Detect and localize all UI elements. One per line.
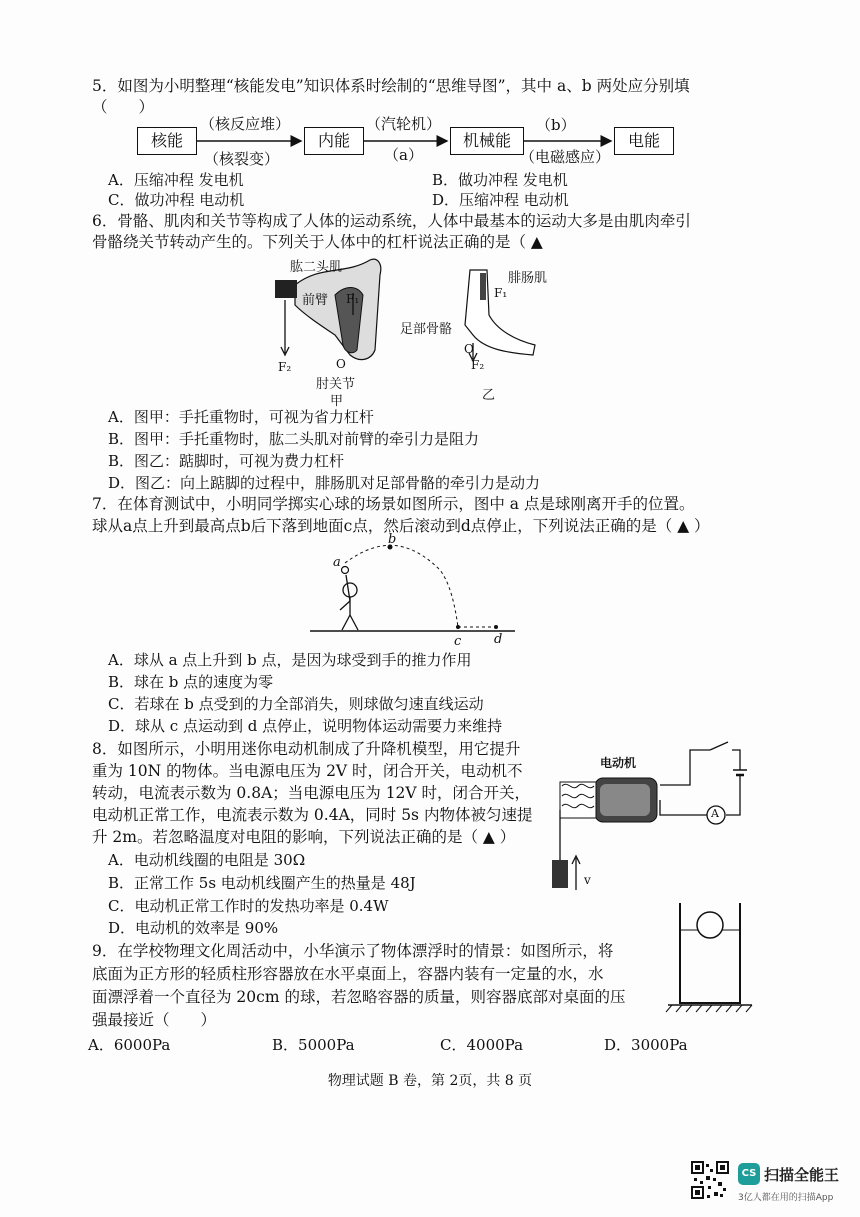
q5-box-electric: 电能 (614, 127, 674, 155)
q5-option-b: B．做功冲程 发电机 (432, 171, 568, 189)
q6-label-forearm: 前臂 (302, 293, 329, 308)
q8-line3: 转动，电流表示数为 0.8A；当电源电压为 12V 时，闭合开关， (92, 784, 531, 802)
q6-label-elbow: 肘关节 (316, 377, 356, 392)
q9-line3: 面漂浮着一个直径为 20cm 的球，若忽略容器的质量，则容器底部对桌面的压 (92, 988, 626, 1006)
q6-option-a: A．图甲：手托重物时，可视为省力杠杆 (108, 408, 374, 426)
q6-label-foot: 足部骨骼 (400, 322, 453, 337)
q8-line1: 8．如图所示，小明用迷你电动机制成了升降机模型，用它提升 (92, 740, 521, 758)
scanner-tagline: 3亿人都在用的扫描App (738, 1193, 834, 1203)
q5-label-induction: （电磁感应） (520, 148, 611, 166)
q7-throw-figure (300, 535, 530, 645)
q5-box-nuclear: 核能 (137, 127, 197, 155)
q5-option-c: C．做功冲程 电动机 (108, 191, 245, 209)
page-footer: 物理试题 B 卷，第 2页，共 8 页 (327, 1073, 533, 1089)
q9-option-c: C．4000Pa (440, 1036, 524, 1054)
q8-motor-figure (540, 740, 770, 900)
q8-line5: 升 2m。若忽略温度对电阻的影响，下列说法正确的是（ ▲ ） (92, 828, 516, 846)
q7-stem-line1: 7．在体育测试中，小明同学掷实心球的场景如图所示，图中 a 点是球刚离开手的位置。 (92, 495, 695, 513)
q8-line4: 电动机正常工作，电流表示数为 0.4A，同时 5s 内物体被匀速提 (92, 806, 533, 824)
q8-label-motor: 电动机 (600, 756, 637, 770)
q9-option-a: A．6000Pa (88, 1036, 171, 1054)
q6-label-calf: 腓肠肌 (508, 271, 548, 286)
q6-label-biceps: 肱二头肌 (290, 260, 343, 275)
q9-option-b: B．5000Pa (272, 1036, 355, 1054)
q8-option-a: A．电动机线圈的电阻是 30Ω (108, 851, 306, 869)
q5-label-b: （b） (536, 116, 576, 134)
q5-label-turbine: （汽轮机） (366, 115, 442, 133)
q6-label-yi: 乙 (482, 388, 496, 403)
q6-label-f2: F₂ (278, 360, 292, 374)
q9-container-figure (660, 895, 760, 1015)
q7-option-b: B．球在 b 点的速度为零 (108, 673, 274, 691)
q8-option-d: D．电动机的效率是 90% (108, 919, 279, 937)
q5-box-mechanical: 机械能 (450, 127, 524, 155)
q5-label-a: （a） (384, 146, 423, 164)
q9-line2: 底面为正方形的轻质柱形容器放在水平桌面上，容器内装有一定量的水，水 (92, 965, 604, 983)
q5-stem-line2: （ ） (92, 98, 155, 116)
q9-option-d: D．3000Pa (604, 1036, 688, 1054)
q8-label-ammeter: A (711, 807, 719, 820)
q6-stem-line1: 6．骨骼、肌肉和关节等构成了人体的运动系统，人体中最基本的运动大多是由肌肉牵引 (92, 212, 691, 230)
q9-line4: 强最接近（ ） (92, 1011, 217, 1029)
q8-option-c: C．电动机正常工作时的发热功率是 0.4W (108, 897, 389, 915)
q8-line2: 重为 10N 的物体。当电源电压为 2V 时，闭合开关，电动机不 (92, 762, 523, 780)
q7-option-c: C．若球在 b 点受到的力全部消失，则球做匀速直线运动 (108, 695, 484, 713)
q6-stem-line2: 骨骼绕关节转动产生的。下列关于人体中的杠杆说法正确的是（ ▲ (92, 233, 543, 251)
q8-option-b: B．正常工作 5s 电动机线圈产生的热量是 48J (108, 874, 416, 892)
q5-box-internal: 内能 (304, 127, 364, 155)
q7-stem-line2: 球从a点上升到最高点b后下落到地面c点，然后滚动到d点停止，下列说法正确的是（ ▲ ） (92, 517, 710, 535)
q6-label-f1b: F₁ (494, 286, 508, 300)
q5-label-fission: （核裂变） (204, 150, 280, 168)
q6-option-d: D．图乙：向上踮脚的过程中，腓肠肌对足部骨骼的牵引力是动力 (108, 474, 541, 492)
camscanner-logo-icon: CS (738, 1163, 760, 1185)
q5-option-d: D．压缩冲程 电动机 (432, 191, 569, 209)
q6-option-c: B．图乙：踮脚时，可视为费力杠杆 (108, 452, 345, 470)
q8-label-v: v (584, 873, 591, 887)
q7-label-d: d (494, 632, 503, 647)
q5-stem-line1: 5．如图为小明整理“核能发电”知识体系时绘制的“思维导图”，其中 a、b 两处应分别填 (92, 77, 690, 95)
q6-label-ob: O (464, 342, 474, 356)
q7-label-c: c (454, 634, 462, 649)
qr-code-icon (690, 1160, 730, 1200)
scanner-app-name: 扫描全能王 (764, 1166, 840, 1184)
q9-line1: 9．在学校物理文化周活动中，小华演示了物体漂浮时的情景：如图所示，将 (92, 942, 614, 960)
q6-option-b: B．图甲：手托重物时，肱二头肌对前臂的牵引力是阻力 (108, 430, 480, 448)
q7-option-a: A．球从 a 点上升到 b 点，是因为球受到手的推力作用 (108, 651, 472, 669)
q7-option-d: D．球从 c 点运动到 d 点停止，说明物体运动需要力来维持 (108, 717, 503, 735)
q6-label-f1: F₁ (346, 292, 360, 306)
q7-label-b: b (388, 532, 397, 547)
q5-option-a: A．压缩冲程 发电机 (108, 171, 244, 189)
q7-label-a: a (333, 555, 341, 570)
q6-label-jia: 甲 (330, 394, 344, 409)
q5-label-reactor: （核反应堆） (200, 115, 291, 133)
q6-label-o: O (336, 357, 346, 371)
q6-label-f2b: F₂ (471, 358, 485, 372)
